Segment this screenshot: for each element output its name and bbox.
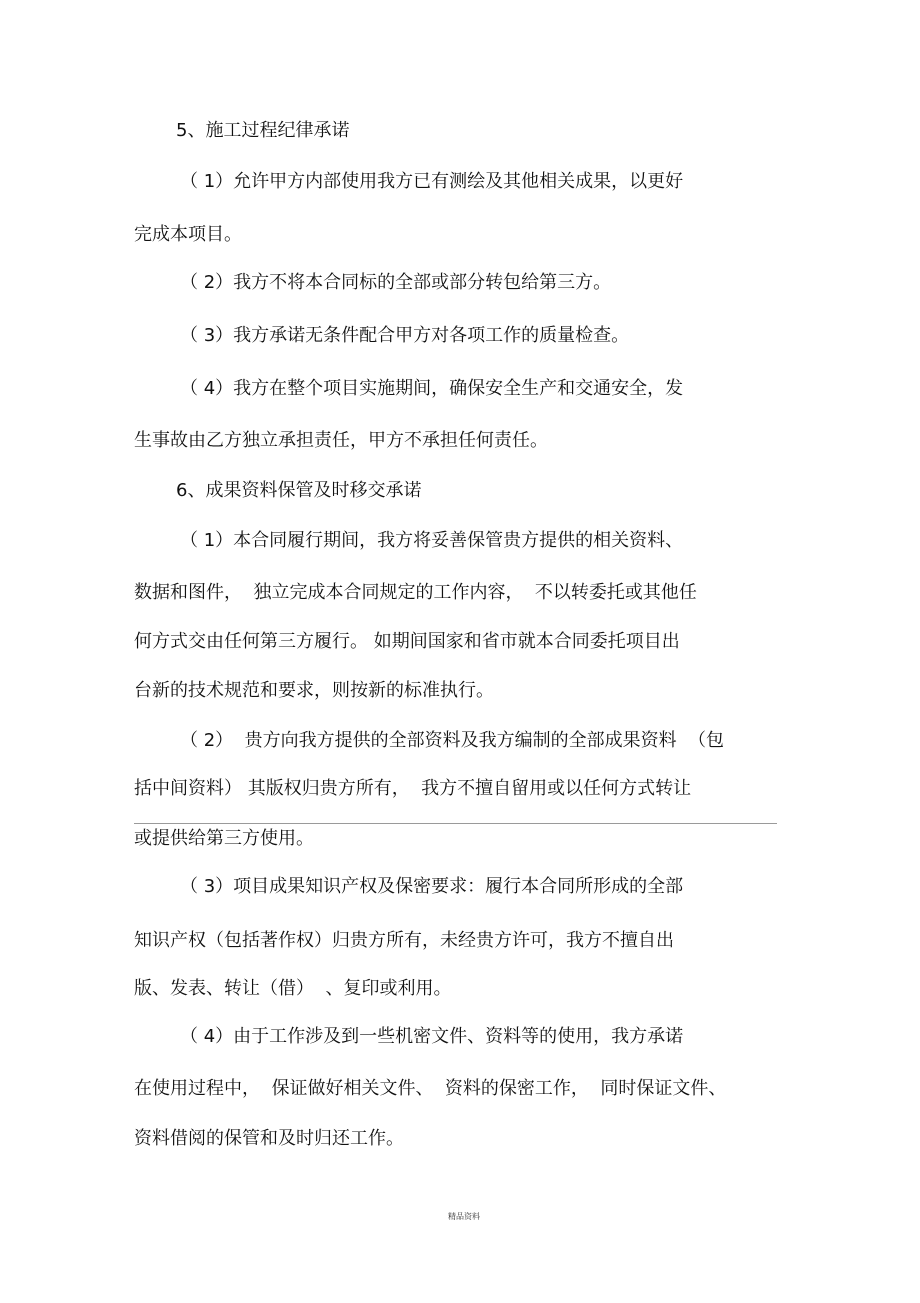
heading-discipline-commitment: 5、施工过程纪律承诺 xyxy=(176,120,350,141)
paragraph-line: 括中间资料） 其版权归贵方所有， 我方不擅自留用或以任何方式转让 xyxy=(134,778,692,799)
paragraph-line: 数据和图件， 独立完成本合同规定的工作内容， 不以转委托或其他任 xyxy=(134,582,697,603)
paragraph-line: （ 3）项目成果知识产权及保密要求：履行本合同所形成的全部 xyxy=(180,876,684,897)
paragraph-line: 生事故由乙方独立承担责任，甲方不承担任何责任。 xyxy=(134,430,548,451)
paragraph-line: 完成本项目。 xyxy=(134,224,242,245)
paragraph-line: 台新的技术规范和要求，则按新的标准执行。 xyxy=(134,680,494,701)
paragraph-line: （ 1）本合同履行期间，我方将妥善保管贵方提供的相关资料、 xyxy=(180,530,684,551)
page-footer: 精品资料 xyxy=(448,1212,480,1221)
paragraph-line: （ 2）我方不将本合同标的全部或部分转包给第三方。 xyxy=(180,272,612,293)
paragraph-line: （ 4）由于工作涉及到一些机密文件、资料等的使用，我方承诺 xyxy=(180,1026,684,1047)
heading-materials-commitment: 6、成果资料保管及时移交承诺 xyxy=(176,480,422,501)
paragraph-line: （ 3）我方承诺无条件配合甲方对各项工作的质量检查。 xyxy=(180,325,630,346)
paragraph-line: 资料借阅的保管和及时归还工作。 xyxy=(134,1128,404,1149)
paragraph-line: 知识产权（包括著作权）归贵方所有，未经贵方许可，我方不擅自出 xyxy=(134,930,674,951)
paragraph-line: （ 1）允许甲方内部使用我方已有测绘及其他相关成果，以更好 xyxy=(180,171,684,192)
horizontal-rule xyxy=(134,823,777,824)
paragraph-line: （ 4）我方在整个项目实施期间，确保安全生产和交通安全，发 xyxy=(180,378,684,399)
paragraph-line: 何方式交由任何第三方履行。 如期间国家和省市就本合同委托项目出 xyxy=(134,631,680,652)
paragraph-line: 版、发表、转让（借） 、复印或利用。 xyxy=(134,978,452,999)
paragraph-line: 或提供给第三方使用。 xyxy=(134,828,314,849)
paragraph-line: 在使用过程中， 保证做好相关文件、 资料的保密工作， 同时保证文件、 xyxy=(134,1078,727,1099)
paragraph-line: （ 2） 贵方向我方提供的全部资料及我方编制的全部成果资料 （包 xyxy=(180,730,725,751)
